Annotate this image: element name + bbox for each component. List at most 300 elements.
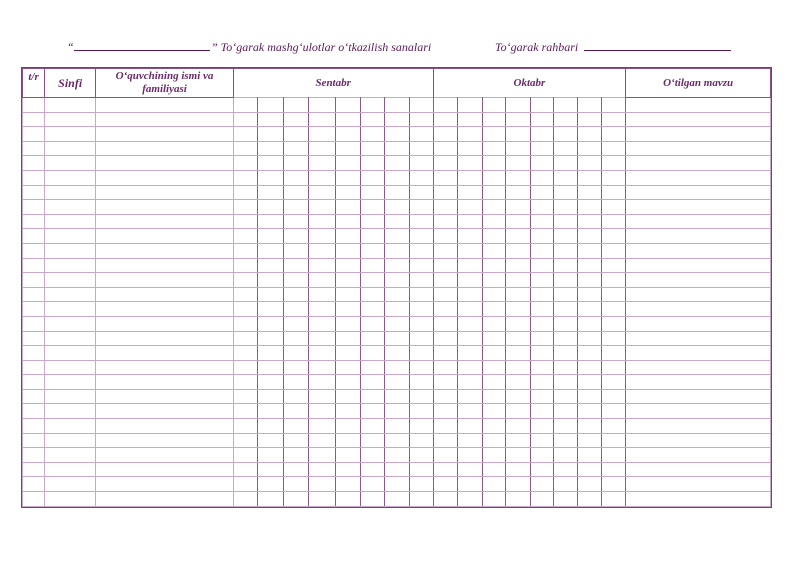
cell-september-day[interactable] — [309, 170, 336, 185]
cell-september-day[interactable] — [410, 448, 433, 463]
cell-october-day[interactable] — [505, 156, 530, 171]
cell-september-day[interactable] — [361, 316, 385, 331]
cell-student-name[interactable] — [96, 273, 234, 288]
cell-october-day[interactable] — [457, 477, 482, 492]
cell-september-day[interactable] — [336, 375, 361, 390]
cell-october-day[interactable] — [482, 170, 505, 185]
cell-topic[interactable] — [626, 185, 771, 200]
cell-september-day[interactable] — [336, 273, 361, 288]
cell-september-day[interactable] — [410, 331, 433, 346]
cell-september-day[interactable] — [233, 492, 257, 507]
cell-october-day[interactable] — [602, 112, 626, 127]
cell-october-day[interactable] — [433, 170, 457, 185]
cell-september-day[interactable] — [361, 419, 385, 434]
cell-september-day[interactable] — [336, 141, 361, 156]
cell-september-day[interactable] — [361, 433, 385, 448]
cell-october-day[interactable] — [505, 287, 530, 302]
cell-october-day[interactable] — [433, 273, 457, 288]
cell-september-day[interactable] — [233, 156, 257, 171]
cell-september-day[interactable] — [257, 477, 283, 492]
cell-october-day[interactable] — [457, 273, 482, 288]
cell-october-day[interactable] — [457, 492, 482, 507]
cell-september-day[interactable] — [309, 477, 336, 492]
cell-october-day[interactable] — [530, 433, 553, 448]
cell-number[interactable] — [23, 477, 45, 492]
cell-class[interactable] — [45, 273, 96, 288]
cell-number[interactable] — [23, 200, 45, 215]
cell-october-day[interactable] — [578, 112, 602, 127]
cell-number[interactable] — [23, 98, 45, 113]
cell-october-day[interactable] — [578, 477, 602, 492]
cell-september-day[interactable] — [410, 477, 433, 492]
cell-october-day[interactable] — [482, 433, 505, 448]
cell-october-day[interactable] — [554, 331, 578, 346]
cell-september-day[interactable] — [233, 404, 257, 419]
cell-class[interactable] — [45, 200, 96, 215]
cell-october-day[interactable] — [530, 316, 553, 331]
cell-number[interactable] — [23, 346, 45, 361]
cell-topic[interactable] — [626, 243, 771, 258]
cell-topic[interactable] — [626, 156, 771, 171]
cell-september-day[interactable] — [257, 273, 283, 288]
cell-number[interactable] — [23, 112, 45, 127]
cell-october-day[interactable] — [554, 214, 578, 229]
cell-october-day[interactable] — [457, 141, 482, 156]
cell-september-day[interactable] — [233, 462, 257, 477]
cell-student-name[interactable] — [96, 287, 234, 302]
cell-october-day[interactable] — [505, 185, 530, 200]
cell-class[interactable] — [45, 98, 96, 113]
cell-october-day[interactable] — [602, 229, 626, 244]
cell-september-day[interactable] — [233, 258, 257, 273]
cell-september-day[interactable] — [233, 346, 257, 361]
cell-september-day[interactable] — [283, 477, 308, 492]
cell-september-day[interactable] — [385, 112, 410, 127]
cell-october-day[interactable] — [530, 273, 553, 288]
cell-october-day[interactable] — [554, 492, 578, 507]
cell-september-day[interactable] — [336, 243, 361, 258]
cell-october-day[interactable] — [602, 433, 626, 448]
cell-october-day[interactable] — [602, 389, 626, 404]
cell-september-day[interactable] — [309, 156, 336, 171]
cell-october-day[interactable] — [530, 258, 553, 273]
cell-october-day[interactable] — [530, 448, 553, 463]
cell-september-day[interactable] — [385, 273, 410, 288]
cell-september-day[interactable] — [309, 243, 336, 258]
cell-october-day[interactable] — [505, 200, 530, 215]
cell-september-day[interactable] — [385, 141, 410, 156]
cell-september-day[interactable] — [257, 462, 283, 477]
cell-october-day[interactable] — [457, 127, 482, 142]
cell-october-day[interactable] — [578, 258, 602, 273]
cell-october-day[interactable] — [602, 462, 626, 477]
cell-student-name[interactable] — [96, 419, 234, 434]
cell-september-day[interactable] — [233, 331, 257, 346]
cell-september-day[interactable] — [233, 375, 257, 390]
cell-october-day[interactable] — [578, 141, 602, 156]
cell-september-day[interactable] — [309, 229, 336, 244]
cell-october-day[interactable] — [505, 448, 530, 463]
cell-september-day[interactable] — [336, 433, 361, 448]
cell-october-day[interactable] — [554, 287, 578, 302]
cell-september-day[interactable] — [233, 185, 257, 200]
cell-october-day[interactable] — [602, 404, 626, 419]
cell-september-day[interactable] — [283, 127, 308, 142]
cell-october-day[interactable] — [457, 331, 482, 346]
cell-september-day[interactable] — [385, 229, 410, 244]
cell-september-day[interactable] — [385, 243, 410, 258]
cell-september-day[interactable] — [283, 98, 308, 113]
cell-september-day[interactable] — [385, 477, 410, 492]
cell-september-day[interactable] — [283, 273, 308, 288]
cell-class[interactable] — [45, 331, 96, 346]
cell-october-day[interactable] — [457, 360, 482, 375]
cell-september-day[interactable] — [283, 200, 308, 215]
cell-october-day[interactable] — [578, 127, 602, 142]
cell-september-day[interactable] — [257, 375, 283, 390]
cell-september-day[interactable] — [385, 185, 410, 200]
cell-october-day[interactable] — [578, 185, 602, 200]
cell-october-day[interactable] — [433, 98, 457, 113]
cell-october-day[interactable] — [505, 433, 530, 448]
cell-class[interactable] — [45, 141, 96, 156]
cell-student-name[interactable] — [96, 477, 234, 492]
cell-september-day[interactable] — [257, 433, 283, 448]
cell-september-day[interactable] — [361, 185, 385, 200]
cell-october-day[interactable] — [433, 346, 457, 361]
cell-october-day[interactable] — [578, 229, 602, 244]
cell-september-day[interactable] — [283, 243, 308, 258]
cell-october-day[interactable] — [505, 127, 530, 142]
cell-september-day[interactable] — [233, 127, 257, 142]
cell-number[interactable] — [23, 448, 45, 463]
cell-october-day[interactable] — [457, 170, 482, 185]
cell-october-day[interactable] — [578, 419, 602, 434]
cell-september-day[interactable] — [233, 419, 257, 434]
cell-student-name[interactable] — [96, 185, 234, 200]
cell-september-day[interactable] — [309, 302, 336, 317]
cell-october-day[interactable] — [578, 316, 602, 331]
cell-september-day[interactable] — [410, 346, 433, 361]
cell-september-day[interactable] — [283, 433, 308, 448]
cell-september-day[interactable] — [410, 287, 433, 302]
cell-september-day[interactable] — [385, 492, 410, 507]
cell-september-day[interactable] — [385, 200, 410, 215]
cell-september-day[interactable] — [309, 360, 336, 375]
cell-september-day[interactable] — [283, 448, 308, 463]
cell-number[interactable] — [23, 127, 45, 142]
cell-september-day[interactable] — [361, 448, 385, 463]
cell-october-day[interactable] — [554, 419, 578, 434]
cell-september-day[interactable] — [410, 258, 433, 273]
cell-class[interactable] — [45, 112, 96, 127]
cell-october-day[interactable] — [482, 185, 505, 200]
cell-number[interactable] — [23, 375, 45, 390]
cell-september-day[interactable] — [361, 127, 385, 142]
cell-october-day[interactable] — [578, 98, 602, 113]
cell-october-day[interactable] — [554, 170, 578, 185]
cell-september-day[interactable] — [361, 492, 385, 507]
cell-october-day[interactable] — [530, 360, 553, 375]
cell-october-day[interactable] — [530, 302, 553, 317]
cell-october-day[interactable] — [578, 360, 602, 375]
cell-september-day[interactable] — [385, 346, 410, 361]
cell-october-day[interactable] — [433, 477, 457, 492]
cell-number[interactable] — [23, 331, 45, 346]
cell-october-day[interactable] — [505, 302, 530, 317]
cell-september-day[interactable] — [257, 98, 283, 113]
cell-october-day[interactable] — [578, 375, 602, 390]
cell-october-day[interactable] — [578, 433, 602, 448]
cell-student-name[interactable] — [96, 98, 234, 113]
cell-topic[interactable] — [626, 389, 771, 404]
cell-september-day[interactable] — [361, 243, 385, 258]
cell-october-day[interactable] — [482, 229, 505, 244]
cell-october-day[interactable] — [433, 258, 457, 273]
cell-october-day[interactable] — [457, 287, 482, 302]
cell-class[interactable] — [45, 492, 96, 507]
cell-september-day[interactable] — [385, 331, 410, 346]
cell-september-day[interactable] — [309, 98, 336, 113]
cell-class[interactable] — [45, 448, 96, 463]
cell-september-day[interactable] — [336, 127, 361, 142]
cell-september-day[interactable] — [309, 462, 336, 477]
cell-student-name[interactable] — [96, 404, 234, 419]
cell-september-day[interactable] — [257, 229, 283, 244]
cell-student-name[interactable] — [96, 462, 234, 477]
cell-topic[interactable] — [626, 302, 771, 317]
cell-september-day[interactable] — [361, 346, 385, 361]
cell-october-day[interactable] — [554, 112, 578, 127]
cell-september-day[interactable] — [309, 331, 336, 346]
cell-topic[interactable] — [626, 273, 771, 288]
cell-september-day[interactable] — [410, 433, 433, 448]
cell-september-day[interactable] — [385, 448, 410, 463]
cell-october-day[interactable] — [505, 360, 530, 375]
cell-september-day[interactable] — [257, 419, 283, 434]
cell-september-day[interactable] — [410, 98, 433, 113]
cell-october-day[interactable] — [554, 448, 578, 463]
cell-september-day[interactable] — [309, 492, 336, 507]
cell-october-day[interactable] — [433, 156, 457, 171]
cell-october-day[interactable] — [505, 492, 530, 507]
cell-october-day[interactable] — [530, 389, 553, 404]
cell-september-day[interactable] — [336, 200, 361, 215]
cell-october-day[interactable] — [482, 98, 505, 113]
cell-september-day[interactable] — [257, 141, 283, 156]
cell-september-day[interactable] — [309, 127, 336, 142]
cell-student-name[interactable] — [96, 127, 234, 142]
cell-october-day[interactable] — [433, 200, 457, 215]
cell-september-day[interactable] — [336, 346, 361, 361]
cell-student-name[interactable] — [96, 156, 234, 171]
cell-october-day[interactable] — [433, 243, 457, 258]
cell-september-day[interactable] — [336, 112, 361, 127]
cell-october-day[interactable] — [578, 273, 602, 288]
cell-october-day[interactable] — [554, 389, 578, 404]
cell-october-day[interactable] — [457, 448, 482, 463]
cell-class[interactable] — [45, 433, 96, 448]
cell-september-day[interactable] — [410, 419, 433, 434]
cell-september-day[interactable] — [257, 331, 283, 346]
cell-october-day[interactable] — [530, 170, 553, 185]
cell-october-day[interactable] — [530, 346, 553, 361]
cell-october-day[interactable] — [482, 448, 505, 463]
cell-september-day[interactable] — [309, 375, 336, 390]
cell-september-day[interactable] — [336, 360, 361, 375]
cell-number[interactable] — [23, 462, 45, 477]
cell-september-day[interactable] — [233, 360, 257, 375]
cell-september-day[interactable] — [233, 448, 257, 463]
cell-student-name[interactable] — [96, 389, 234, 404]
cell-october-day[interactable] — [457, 112, 482, 127]
cell-student-name[interactable] — [96, 214, 234, 229]
cell-class[interactable] — [45, 302, 96, 317]
cell-september-day[interactable] — [309, 287, 336, 302]
cell-september-day[interactable] — [336, 98, 361, 113]
cell-september-day[interactable] — [233, 273, 257, 288]
cell-september-day[interactable] — [283, 287, 308, 302]
cell-september-day[interactable] — [233, 98, 257, 113]
cell-october-day[interactable] — [482, 419, 505, 434]
cell-september-day[interactable] — [283, 316, 308, 331]
cell-september-day[interactable] — [283, 214, 308, 229]
cell-number[interactable] — [23, 433, 45, 448]
cell-topic[interactable] — [626, 448, 771, 463]
cell-october-day[interactable] — [505, 316, 530, 331]
cell-september-day[interactable] — [283, 229, 308, 244]
cell-october-day[interactable] — [482, 112, 505, 127]
cell-october-day[interactable] — [457, 389, 482, 404]
cell-number[interactable] — [23, 404, 45, 419]
cell-september-day[interactable] — [336, 492, 361, 507]
cell-october-day[interactable] — [457, 200, 482, 215]
cell-october-day[interactable] — [602, 185, 626, 200]
cell-september-day[interactable] — [361, 389, 385, 404]
cell-october-day[interactable] — [578, 448, 602, 463]
cell-september-day[interactable] — [385, 214, 410, 229]
cell-october-day[interactable] — [530, 492, 553, 507]
cell-october-day[interactable] — [578, 200, 602, 215]
cell-topic[interactable] — [626, 477, 771, 492]
cell-october-day[interactable] — [433, 389, 457, 404]
cell-october-day[interactable] — [505, 375, 530, 390]
cell-number[interactable] — [23, 214, 45, 229]
cell-october-day[interactable] — [554, 243, 578, 258]
cell-class[interactable] — [45, 375, 96, 390]
cell-september-day[interactable] — [283, 462, 308, 477]
cell-september-day[interactable] — [361, 331, 385, 346]
cell-september-day[interactable] — [257, 316, 283, 331]
cell-october-day[interactable] — [482, 477, 505, 492]
cell-october-day[interactable] — [602, 316, 626, 331]
cell-september-day[interactable] — [385, 375, 410, 390]
cell-class[interactable] — [45, 419, 96, 434]
cell-september-day[interactable] — [336, 448, 361, 463]
cell-october-day[interactable] — [482, 214, 505, 229]
cell-september-day[interactable] — [361, 112, 385, 127]
cell-september-day[interactable] — [233, 477, 257, 492]
cell-number[interactable] — [23, 389, 45, 404]
cell-september-day[interactable] — [361, 200, 385, 215]
cell-september-day[interactable] — [410, 302, 433, 317]
cell-september-day[interactable] — [233, 389, 257, 404]
cell-topic[interactable] — [626, 316, 771, 331]
cell-september-day[interactable] — [385, 156, 410, 171]
cell-september-day[interactable] — [283, 258, 308, 273]
cell-october-day[interactable] — [578, 302, 602, 317]
cell-october-day[interactable] — [433, 287, 457, 302]
cell-october-day[interactable] — [554, 404, 578, 419]
cell-topic[interactable] — [626, 127, 771, 142]
cell-october-day[interactable] — [602, 127, 626, 142]
cell-october-day[interactable] — [433, 375, 457, 390]
cell-october-day[interactable] — [554, 462, 578, 477]
cell-october-day[interactable] — [530, 156, 553, 171]
cell-october-day[interactable] — [457, 243, 482, 258]
cell-september-day[interactable] — [309, 273, 336, 288]
cell-october-day[interactable] — [457, 98, 482, 113]
cell-september-day[interactable] — [385, 170, 410, 185]
cell-september-day[interactable] — [361, 302, 385, 317]
cell-topic[interactable] — [626, 258, 771, 273]
cell-october-day[interactable] — [457, 419, 482, 434]
cell-october-day[interactable] — [482, 360, 505, 375]
cell-topic[interactable] — [626, 331, 771, 346]
cell-october-day[interactable] — [602, 331, 626, 346]
cell-topic[interactable] — [626, 419, 771, 434]
cell-october-day[interactable] — [482, 375, 505, 390]
cell-october-day[interactable] — [554, 273, 578, 288]
cell-october-day[interactable] — [602, 346, 626, 361]
cell-october-day[interactable] — [554, 98, 578, 113]
cell-october-day[interactable] — [602, 98, 626, 113]
cell-september-day[interactable] — [257, 112, 283, 127]
cell-september-day[interactable] — [309, 258, 336, 273]
cell-september-day[interactable] — [410, 156, 433, 171]
cell-october-day[interactable] — [530, 98, 553, 113]
cell-october-day[interactable] — [482, 287, 505, 302]
cell-october-day[interactable] — [505, 112, 530, 127]
cell-october-day[interactable] — [554, 127, 578, 142]
cell-october-day[interactable] — [530, 477, 553, 492]
cell-september-day[interactable] — [385, 360, 410, 375]
cell-number[interactable] — [23, 360, 45, 375]
cell-october-day[interactable] — [602, 214, 626, 229]
cell-september-day[interactable] — [410, 229, 433, 244]
cell-number[interactable] — [23, 185, 45, 200]
cell-september-day[interactable] — [385, 258, 410, 273]
cell-september-day[interactable] — [385, 389, 410, 404]
cell-student-name[interactable] — [96, 448, 234, 463]
cell-october-day[interactable] — [554, 156, 578, 171]
cell-october-day[interactable] — [482, 127, 505, 142]
cell-october-day[interactable] — [457, 185, 482, 200]
cell-topic[interactable] — [626, 375, 771, 390]
cell-september-day[interactable] — [336, 302, 361, 317]
cell-october-day[interactable] — [505, 404, 530, 419]
cell-september-day[interactable] — [361, 98, 385, 113]
cell-student-name[interactable] — [96, 346, 234, 361]
cell-september-day[interactable] — [283, 389, 308, 404]
cell-september-day[interactable] — [410, 185, 433, 200]
cell-october-day[interactable] — [457, 258, 482, 273]
cell-october-day[interactable] — [602, 360, 626, 375]
cell-september-day[interactable] — [336, 404, 361, 419]
cell-number[interactable] — [23, 141, 45, 156]
cell-september-day[interactable] — [309, 346, 336, 361]
cell-student-name[interactable] — [96, 331, 234, 346]
